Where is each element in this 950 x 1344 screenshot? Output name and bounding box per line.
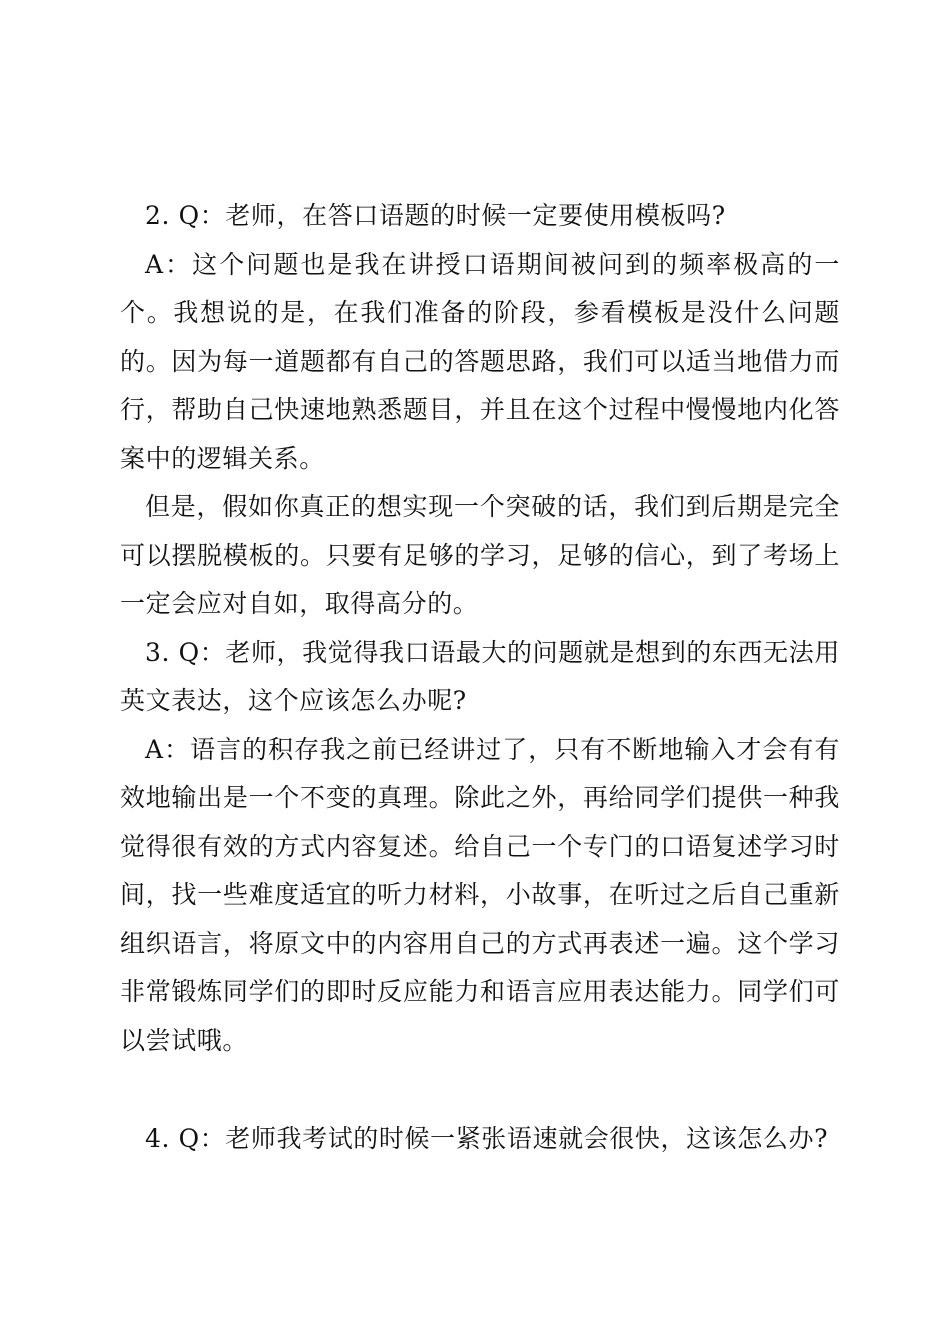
paragraph-spacer [120,1065,840,1115]
answer-2-paragraph-1: A：这个问题也是我在讲授口语期间被问到的频率极高的一个。我想说的是，在我们准备的阶段，参看模板是没什么问题的。因为每一道题都有自己的答题思路，我们可以适当地借力而行，帮助自己快速地熟悉题目，并且在这个过程中慢慢地内化答案中的逻辑关系。 [120,249,840,473]
question-4: 4. Q：老师我考试的时候一紧张语速就会很快，这该怎么办? [145,1124,829,1153]
question-3: 3. Q：老师，我觉得我口语最大的问题就是想到的东西无法用英文表达，这个应该怎么办呢? [120,637,840,715]
answer-3-paragraph: A：语言的积存我之前已经讲过了，只有不断地输入才会有有效地输出是一个不变的真理。除此之外，再给同学们提供一种我觉得很有效的方式内容复述。给自己一个专门的口语复述学习时间，找一些难度适宜的听力材料，小故事，在听过之后自己重新组织语言，将原文中的内容用自己的方式再表述一遍。这个学习非常锻炼同学们的即时反应能力和语言应用表达能力。同学们可以尝试哦。 [120,734,840,1055]
answer-2-paragraph-2: 但是，假如你真正的想实现一个突破的话，我们到后期是完全可以摆脱模板的。只要有足够的学习，足够的信心，到了考场上一定会应对自如，取得高分的。 [120,492,840,618]
question-2: 2. Q：老师，在答口语题的时候一定要使用模板吗? [145,201,726,230]
document-body [120,192,840,1164]
